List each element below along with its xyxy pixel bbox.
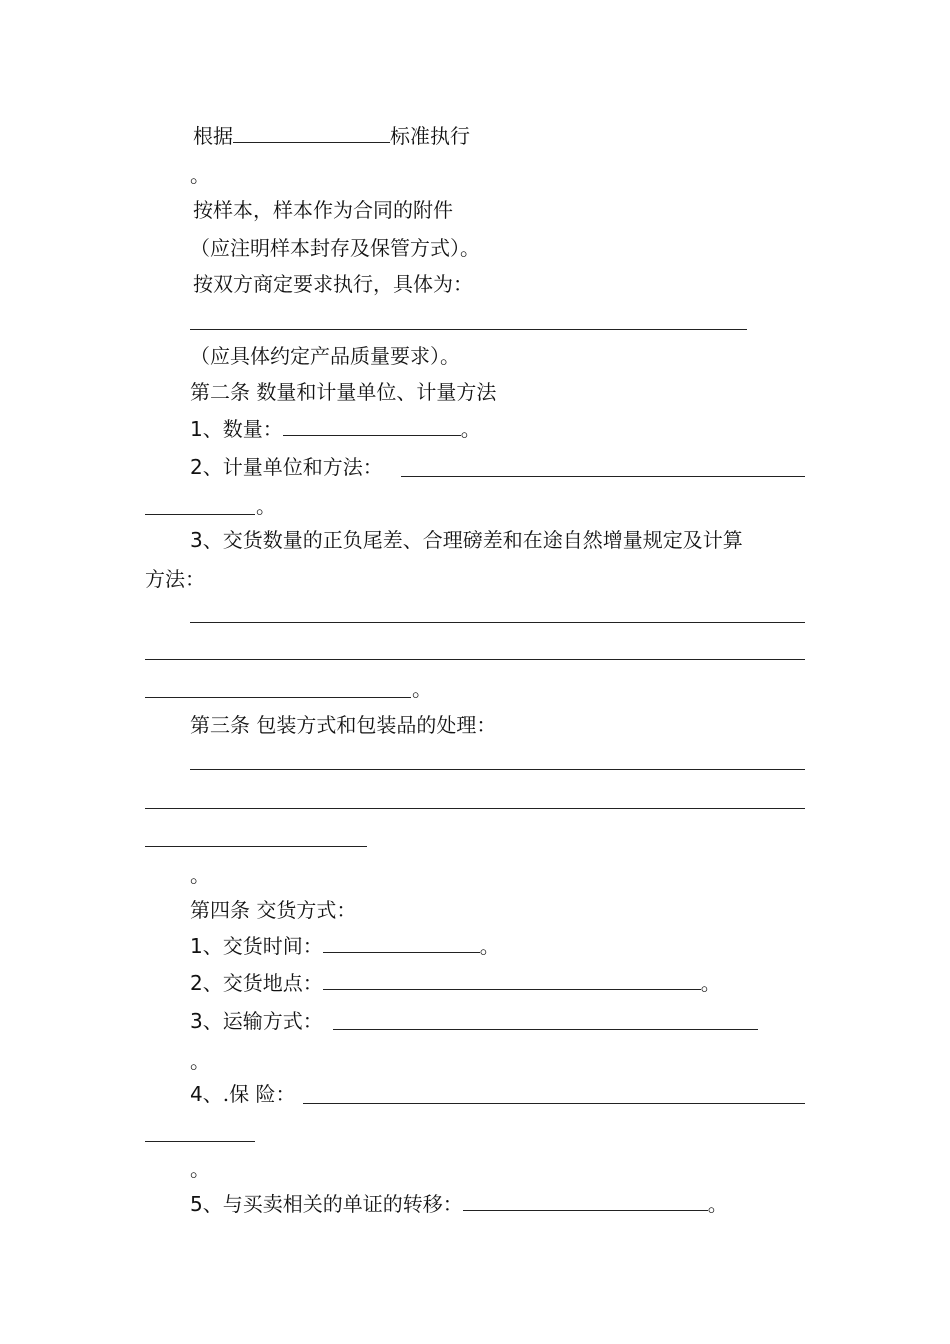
- item-number: 1: [190, 934, 203, 958]
- fill-rule[interactable]: [333, 1029, 758, 1030]
- article-3-heading: 第三条 包装方式和包装品的处理：: [190, 713, 497, 737]
- item-number: 3: [190, 528, 203, 552]
- fill-blank[interactable]: [233, 124, 390, 143]
- item-number: 1: [190, 417, 203, 441]
- fill-rule[interactable]: [145, 697, 411, 698]
- standard-line: [193, 124, 470, 148]
- fill-rule[interactable]: [145, 1141, 255, 1142]
- text-fragment: 、交货时间：: [202, 934, 323, 958]
- fill-rule[interactable]: [190, 329, 747, 330]
- delivery-place-line: [190, 971, 721, 995]
- quality-note: （应具体约定产品质量要求）。: [190, 344, 460, 368]
- period: 。: [190, 863, 210, 887]
- text-fragment: 。: [479, 934, 500, 958]
- text-fragment: 标准执行: [390, 124, 470, 148]
- documents-transfer-line: [190, 1192, 728, 1216]
- fill-rule[interactable]: [145, 808, 805, 809]
- quantity-line: [190, 417, 481, 441]
- fill-rule[interactable]: [303, 1103, 805, 1104]
- fill-rule[interactable]: [190, 769, 805, 770]
- item-number: 2: [190, 971, 203, 995]
- article-2-heading: 第二条 数量和计量单位、计量方法: [190, 380, 497, 404]
- item-number: 2: [190, 455, 203, 479]
- fill-blank[interactable]: [283, 417, 461, 436]
- transport-line: [190, 1009, 323, 1033]
- text-fragment: 、.保 险：: [202, 1082, 296, 1106]
- text-fragment: 、与买卖相关的单证的转移：: [202, 1192, 463, 1216]
- fill-rule[interactable]: [190, 622, 805, 623]
- article-4-heading: 第四条 交货方式：: [190, 898, 357, 922]
- delivery-time-line: [190, 934, 500, 958]
- text-fragment: 根据: [193, 124, 233, 148]
- text-fragment: 。: [460, 417, 481, 441]
- period: 。: [190, 1049, 210, 1073]
- text-fragment: 。: [707, 1192, 728, 1216]
- unit-method-line: [190, 455, 383, 479]
- sample-note: （应注明样本封存及保管方式）。: [190, 236, 480, 260]
- text-fragment: 、交货地点：: [202, 971, 323, 995]
- fill-rule[interactable]: [401, 476, 805, 477]
- fill-blank[interactable]: [323, 971, 701, 990]
- text-fragment: 、交货数量的正负尾差、合理磅差和在途自然增量规定及计算: [202, 528, 743, 552]
- period: 。: [190, 1157, 210, 1181]
- text-fragment: 、数量：: [202, 417, 283, 441]
- text-fragment: 、计量单位和方法：: [202, 455, 383, 479]
- sample-line: 按样本，样本作为合同的附件: [193, 198, 453, 222]
- text-fragment: 、运输方式：: [202, 1009, 323, 1033]
- item-number: 4: [190, 1082, 203, 1106]
- agreed-requirements-line: 按双方商定要求执行，具体为：: [193, 272, 473, 296]
- period: 。: [256, 494, 276, 518]
- period: 。: [190, 163, 210, 187]
- fill-rule[interactable]: [145, 659, 805, 660]
- method-label: 方法：: [145, 567, 205, 591]
- tolerance-line: [190, 528, 743, 552]
- fill-blank[interactable]: [463, 1192, 708, 1211]
- fill-rule[interactable]: [145, 514, 255, 515]
- period: 。: [412, 677, 432, 701]
- item-number: 5: [190, 1192, 203, 1216]
- text-fragment: 。: [700, 971, 721, 995]
- fill-blank[interactable]: [323, 934, 480, 953]
- fill-rule[interactable]: [145, 846, 367, 847]
- item-number: 3: [190, 1009, 203, 1033]
- insurance-line: [190, 1082, 295, 1106]
